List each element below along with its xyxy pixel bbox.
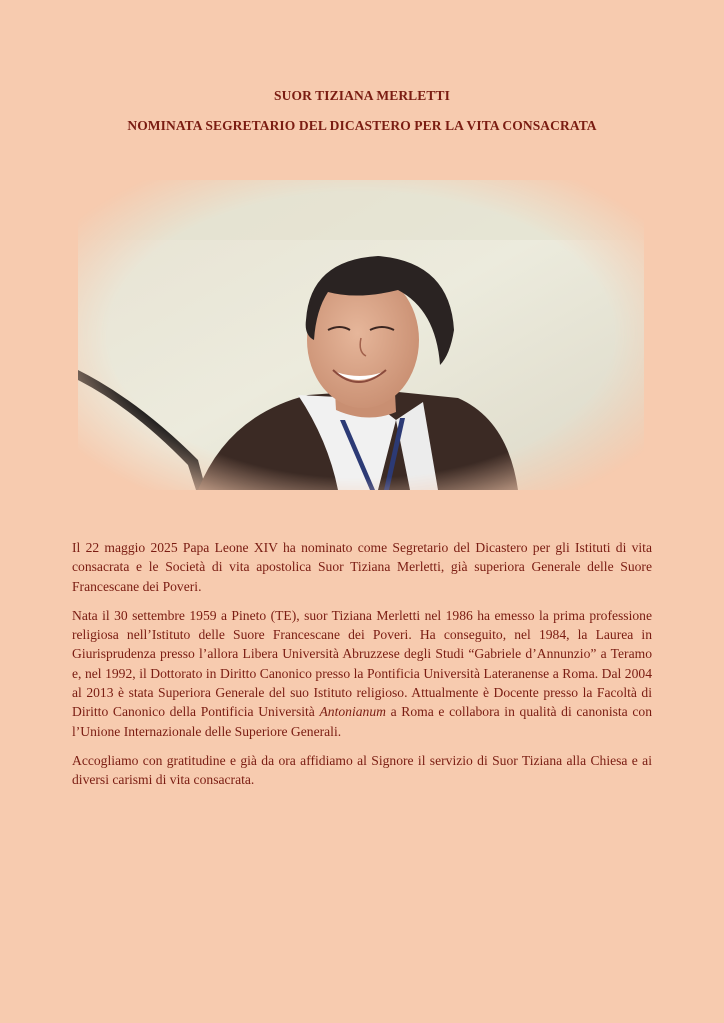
paragraph-biography [72,606,652,741]
page-subtitle: NOMINATA SEGRETARIO DEL DICASTERO PER LA VITA CONSACRATA [127,118,597,133]
portrait-photo [78,180,644,490]
page-title: SUOR TIZIANA MERLETTI [274,88,450,103]
biography-text-end: a Roma e collabora in qualità di canonista con l’Unione Internazionale delle Superiore Generali. [72,704,652,739]
paragraph-appointment: Il 22 maggio 2025 Papa Leone XIV ha nominato come Segretario del Dicastero per gli Istituti di vita consacrata e le Società di vita apostolica Suor Tiziana Merletti, già superiora Generale delle Suore Francescane dei Poveri. [72,540,652,594]
biography-text: Nata il 30 settembre 1959 a Pineto (TE), suor Tiziana Merletti nel 1986 ha emesso la prima professione religiosa nell’Istituto delle Suore Francescane dei Poveri. Ha conseguito, nel 1984, la Laurea in Giurisprudenza presso l’allora Libera Università Abruzzese degli Studi “Gabriele d’Annunzio” a Teramo e, nel 1992, il Dottorato in Diritto Canonico presso la Pontificia Università Lateranense a Roma. Dal 2004 al 2013 è stata Superiora Generale del suo Istituto religioso. Attualmente è Docente presso la Facoltà di Diritto Canonico della Pontificia Università [72,607,652,720]
article-body [72,538,652,800]
paragraph-closing: Accogliamo con gratitudine e già da ora affidiamo al Signore il servizio di Suor Tiziana alla Chiesa e ai diversi carismi di vita consacrata. [72,752,652,788]
biography-italic-term: Antonianum [319,704,386,720]
